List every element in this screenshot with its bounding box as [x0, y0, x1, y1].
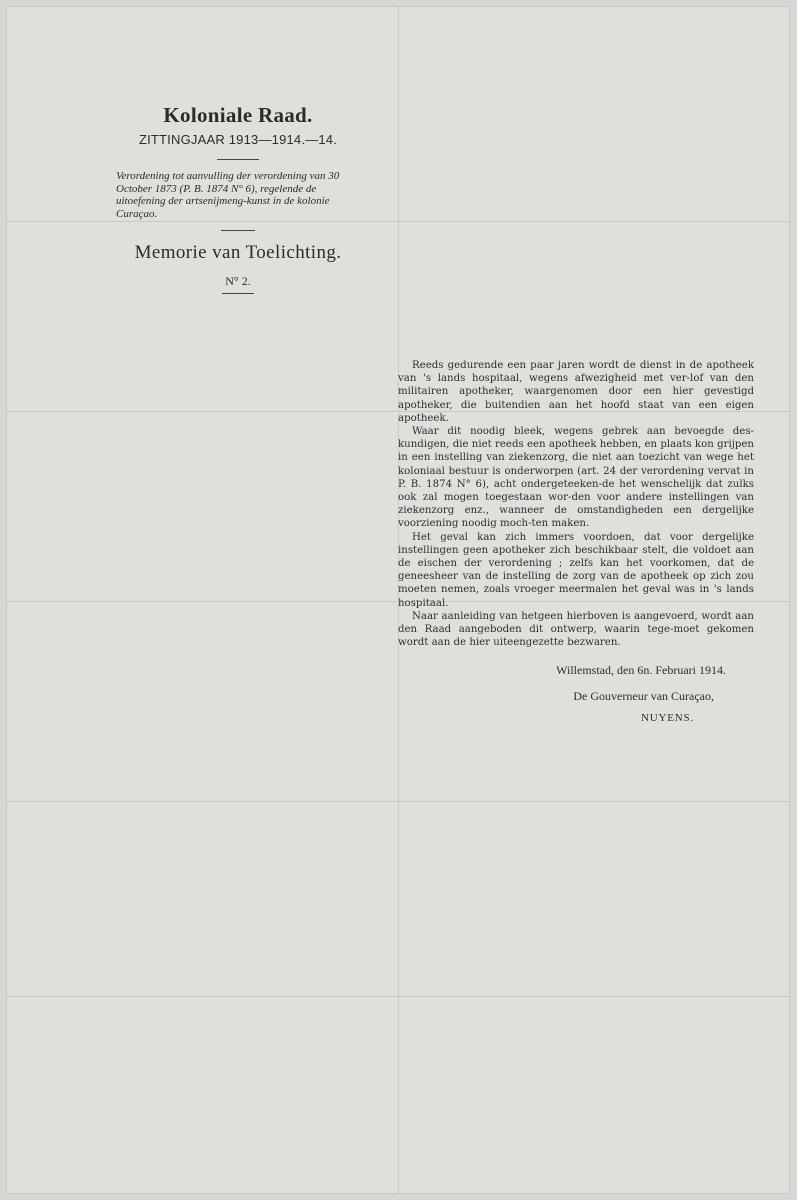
divider [221, 230, 255, 231]
document-header [110, 103, 366, 294]
session-year: ZITTINGJAAR 1913—1914.—14. [138, 132, 338, 147]
paragraph: Waar dit noodig bleek, wegens gebrek aan bevoegde des-kundigen, die niet reeds een apotheek hebben, en plaats kon grijpen in een instelling van ziekenzorg, die niet aan toezicht van wege het koloniaal bestuur is onderworpen (art. 24 der verordening vervat in P. B. 1874 N° 6), acht ondergeteeken-de het wenschelijk dat zulks ook zal mogen toegestaan wor-den voor andere instellingen van ziekenzorg enz., wanneer de omstandigheden een dergelijke voorziening noodig moch-ten maken. [398, 426, 754, 530]
place-date: Willemstad, den 6n. Februari 1914. [556, 663, 726, 677]
divider [222, 293, 254, 294]
paragraph: Het geval kan zich immers voordoen, dat voor dergelijke instellingen geen apotheker zich beschikbaar stelt, die voldoet aan de eischen der verordening ; zelfs kan het voorkomen, dat de geneesheer van de instelling de zorg van de apotheek op zich zou moeten nemen, zoals vroeger meermalen het geval was in 's lands hospitaal. [398, 531, 754, 609]
paragraph: Naar aanleiding van hetgeen hierboven is aangevoerd, wordt aan den Raad aangeboden dit ontwerp, waarin tege-moet gekomen wordt aan de hier uiteengezette bezwaren. [398, 610, 754, 649]
ordinance-subject: Verordening tot aanvulling der verordening van 30 October 1873 (P. B. 1874 N° 6), regelende de uitoefening der artsenijmeng-kunst in de kolonie Curaçao. [116, 170, 340, 220]
paragraph: Reeds gedurende een paar jaren wordt de dienst in de apotheek van 's lands hospitaal, wegens afwezigheid met ver-lof van den militairen apotheker, waargenomen door een hier gevestigd apotheker, die buitendien aan het hoofd staat van een eigen apotheek. [398, 360, 754, 424]
document-type: Memorie van Toelichting. [134, 242, 342, 263]
signatory-name: NUYENS. [641, 712, 694, 724]
council-title: Koloniale Raad. [163, 103, 313, 127]
divider [217, 159, 259, 160]
explanatory-text [398, 359, 754, 649]
signatory-office: De Gouverneur van Curaçao, [573, 689, 714, 703]
document-number: N° 2. [225, 274, 251, 288]
